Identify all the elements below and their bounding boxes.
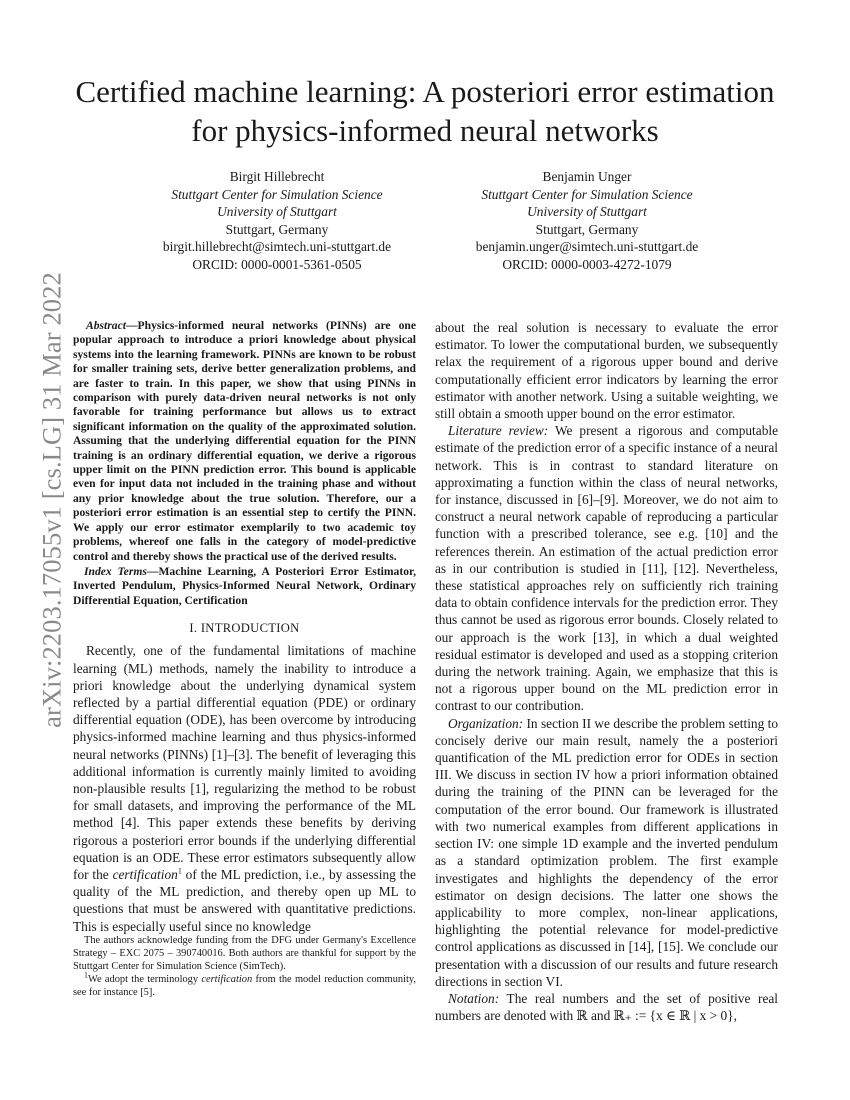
index-terms-lead: Index Terms	[84, 564, 147, 578]
index-terms	[73, 565, 416, 608]
funding-footnote: The authors acknowledge funding from the DFG under Germany's Excellence Strategy – EXC 2075 – 390740016. Both authors are thankful for support by the Stuttgart Center for Simulation Science (SimTech).	[73, 935, 416, 972]
author-affiliation-center: Stuttgart Center for Simulation Science	[481, 186, 693, 202]
left-column	[73, 319, 416, 935]
footnote-1-text-a: We adopt the terminology	[88, 974, 202, 985]
intro-text-part-1: Recently, one of the fundamental limitations of machine learning (ML) methods, namely the inability to introduce a priori knowledge about the underlying dynamical system reflected by a partial differential equation (PDE) or ordinary differential equation (ODE), has been overcome by introducing physics-informed machine learning and thus physics-informed neural networks (PINNs) [1]–[3]. The benefit of leveraging this additional information is currently mainly limited to avoiding non-plausible results [1], regularizing the method to be robust for small datasets, and improving the performance of the ML method [4]. This paper extends these benefits by deriving rigorous a posteriori error bounds if the underlying differential equation is an ODE. These error estimators subsequently allow for the	[73, 643, 416, 882]
footnote-1-marker: 1	[84, 970, 88, 980]
intro-continuation: about the real solution is necessary to evaluate the error estimator. To lower the computational burden, we subsequently relax the requirement of a rigorous upper bound and derive computationally efficient error indicators by learning the error estimator with another network. Using a suitable weighting, we still obtain a smooth upper bound on the error estimator.	[435, 320, 778, 422]
notation-paragraph	[435, 990, 778, 1024]
organization-paragraph	[435, 715, 778, 990]
organization-head: Organization:	[448, 715, 524, 731]
intro-text-part-2: of the ML prediction, i.e., by assessing the quality of the ML prediction, and thereby open up ML to questions that must be answered with quantitative predictions. This is especially useful since no knowledge	[73, 866, 416, 934]
footnote-1	[73, 970, 416, 999]
author-email[interactable]: birgit.hillebrecht@simtech.uni-stuttgart.de	[162, 239, 392, 255]
footnotes	[73, 934, 416, 999]
arxiv-identifier-stamp	[36, 272, 67, 728]
author-location: Stuttgart, Germany	[225, 221, 329, 237]
section-heading-introduction: I. INTRODUCTION	[189, 621, 300, 636]
author-affiliation-center: Stuttgart Center for Simulation Science	[171, 186, 383, 202]
author-name: Birgit Hillebrecht	[229, 169, 325, 184]
footnote-1-text-b: from the model reduction community, see for instance [5].	[73, 974, 416, 998]
abstract-lead: Abstract	[86, 319, 126, 332]
arxiv-identifier-text: arXiv:2203.17055v1 [cs.LG] 31 Mar 2022	[36, 272, 67, 728]
intro-paragraph	[73, 642, 416, 934]
footnote-marker[interactable]: 1	[177, 866, 182, 876]
author-orcid: ORCID: 0000-0003-4272-1079	[502, 256, 672, 272]
author-orcid: ORCID: 0000-0001-5361-0505	[192, 256, 362, 272]
abstract-text: —Physics-informed neural networks (PINNs) are one popular approach to introduce a priori knowledge about physical systems into the learning framework. PINNs are known to be robust for smaller training sets, derive better generalization problems, and are faster to train. In this paper, we show that using PINNs in comparison with purely data-driven neural networks is not only favorable for training performance but allows us to extract significant information on the quality of the approximated solution. Assuming that the underlying differential equation for the PINN training is an ordinary differential equation, we derive a rigorous upper limit on the PINN prediction error. This bound is applicable even for input data not included in the training phase and without any prior knowledge about the true solution. Therefore, our a posteriori error estimation is an essential step to certify the PINN. We apply our error estimator exemplarily to two academic toy problems, whereof one falls in the category of model-predictive control and thereby shows the practical use of the derived results.	[73, 319, 416, 563]
literature-review-text: We present a rigorous and computable estimate of the prediction error of a specific instance of a neural network. This is in contrast to standard literature on approximating a function within the class of neural networks, for instance, discussed in [6]–[9]. Moreover, we do not aim to construct a neural network capable of reproducing a particular function with a prescribed tolerance, see e.g. [10] and the references therein. An estimation of the actual prediction error as in our contribution is studied in [11], [12]. Nevertheless, these statistical approaches rely on sufficiently rich training data to obtain confidence intervals for the prediction error. They thus cannot be used as rigorous error bounds. Closely related to our approach is the work [13], in which a dual weighted residual estimator is developed and used as a stopping criterion during the network training. Again, we emphasize that this is not a rigorous upper bound on the ML prediction error in contrast to our contribution.	[435, 423, 778, 714]
author-block-1	[112, 168, 442, 274]
organization-text: In section II we describe the problem setting to concisely derive our main result, namely the a posteriori quantification of the ML prediction error for ODEs in section III. We discuss in section IV how a priori information obtained during the training of the PINN can be leveraged for the computation of the error bound. Our framework is illustrated with two numerical examples from different applications in section IV: one simple 1D example and the inverted pendulum as a standard optimization problem. The first example investigates and highlights the dependency of the error estimator on design decisions. The latter one shows the applicability to more complex, non-linear applications, highlighting the potential relevance for model-predictive control applications as discussed in [14], [15]. We conclude our presentation with a discussion of our results and future research directions in section VI.	[435, 715, 778, 989]
author-affiliation-university: University of Stuttgart	[527, 204, 647, 220]
author-email[interactable]: benjamin.unger@simtech.uni-stuttgart.de	[475, 239, 699, 255]
paper-title: Certified machine learning: A posteriori error estimation for physics-informed neural networks	[75, 74, 775, 148]
right-column	[435, 319, 778, 1024]
author-block-2	[422, 168, 752, 274]
literature-review-head: Literature review:	[448, 423, 549, 439]
abstract	[73, 319, 416, 564]
notation-text: The real numbers and the set of positive real numbers are denoted with ℝ and ℝ₊ := {x ∈ ℝ | x > 0},	[435, 990, 778, 1024]
author-affiliation-university: University of Stuttgart	[217, 204, 337, 220]
author-name: Benjamin Unger	[542, 169, 632, 184]
certification-term: certification	[112, 866, 178, 882]
literature-review-paragraph	[435, 422, 778, 714]
notation-head: Notation:	[448, 990, 500, 1006]
footnote-1-em: certification	[201, 974, 253, 985]
author-location: Stuttgart, Germany	[535, 221, 639, 237]
index-terms-text: —Machine Learning, A Posteriori Error Estimator, Inverted Pendulum, Physics-Informed Neural Network, Ordinary Differential Equation, Certification	[73, 564, 416, 607]
